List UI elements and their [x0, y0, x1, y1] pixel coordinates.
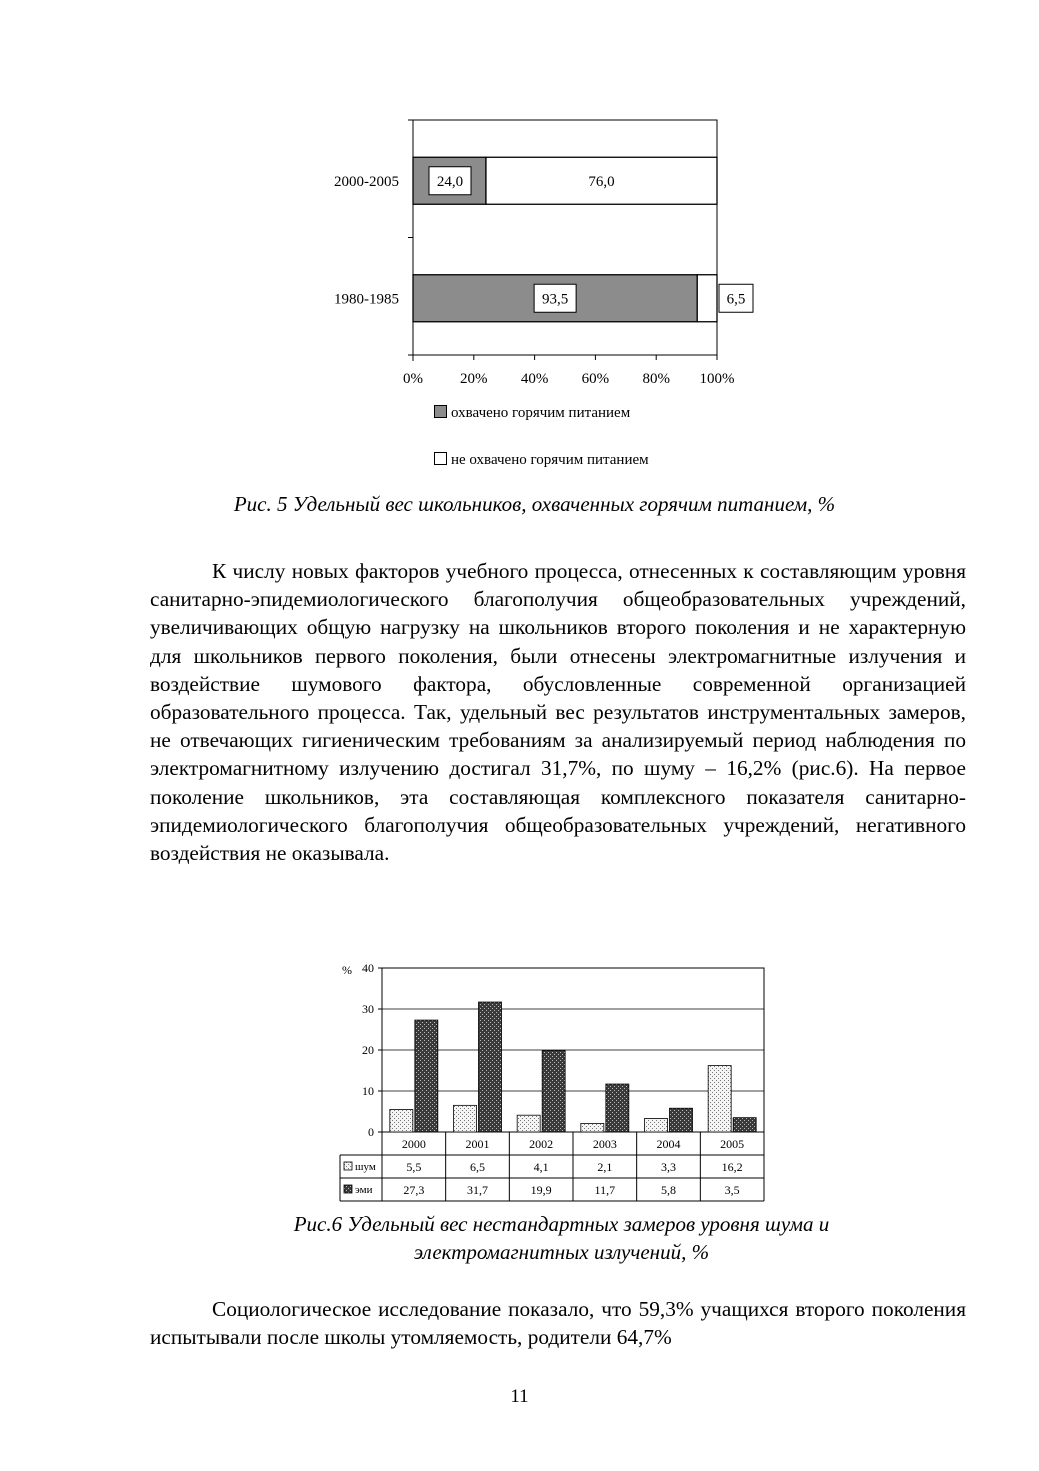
bar-2004-шум: [645, 1118, 668, 1132]
category-label-2000: 2000: [401, 1137, 426, 1151]
x-tick-label-1: 20%: [460, 371, 488, 387]
legend-swatch-эми: [344, 1185, 352, 1193]
table-value-2001-шум: 6,5: [470, 1160, 485, 1174]
table-value-2004-эми: 5,8: [661, 1183, 676, 1197]
bar-2003-шум: [581, 1123, 604, 1132]
legend-label-эми: эми: [355, 1184, 373, 1196]
bar-2000-эми: [415, 1020, 438, 1132]
y-tick-label-2: 20: [362, 1043, 374, 1057]
figure-6-chart: [330, 958, 770, 1208]
table-value-2002-эми: 19,9: [530, 1183, 552, 1197]
bar-2004-эми: [670, 1108, 693, 1132]
page-number: 11: [510, 1386, 529, 1407]
legend-label-not-covered: не охвачено горячим питанием: [451, 452, 649, 468]
figure-6-caption-line-2: электромагнитных излучений, %: [413, 1240, 710, 1264]
category-label-2001: 2001: [465, 1137, 490, 1151]
figure-5-svg: [300, 110, 760, 410]
bar-1980-1985-series-1: [697, 275, 717, 322]
figure-6-caption-line-1: Рис.6 Удельный вес нестандартных замеров уровня шума и: [293, 1212, 830, 1236]
y-tick-label-3: 30: [362, 1002, 374, 1016]
table-value-2003-шум: 2,1: [597, 1160, 613, 1174]
category-label-2002: 2002: [529, 1137, 554, 1151]
bar-2000-шум: [390, 1109, 413, 1132]
table-value-2000-эми: 27,3: [403, 1183, 425, 1197]
x-tick-label-4: 80%: [642, 371, 670, 387]
figure-6-svg: [330, 958, 770, 1208]
figure-5-chart: [300, 110, 760, 480]
data-label-1980-1985-series-1: 6,5: [726, 291, 746, 308]
y-tick-label-4: 40: [362, 961, 374, 975]
bar-2001-шум: [454, 1105, 477, 1132]
body-paragraph-1: [150, 557, 966, 867]
legend-label-covered: охвачено горячим питанием: [451, 405, 631, 421]
category-label-2000-2005: 2000-2005: [334, 173, 399, 190]
table-value-2003-эми: 11,7: [594, 1183, 616, 1197]
x-tick-label-5: 100%: [699, 371, 735, 387]
figure-5-caption: Рис. 5 Удельный вес школьников, охваченных горячим питанием, %: [233, 492, 836, 516]
table-value-2002-шум: 4,1: [533, 1160, 549, 1174]
x-tick-label-0: 0%: [403, 371, 423, 387]
paragraph-2-text: Социологическое исследование показало, что 59,3% учащихся второго поколения испытывали после школы утомляемость, родители 64,7%: [150, 1297, 966, 1350]
x-tick-label-2: 40%: [520, 371, 549, 387]
legend-swatch-шум: [344, 1162, 352, 1170]
bar-2005-эми: [733, 1118, 756, 1132]
category-label-2004: 2004: [656, 1137, 681, 1151]
legend-swatch-not-covered: [434, 452, 447, 465]
bar-2002-шум: [517, 1115, 540, 1132]
table-value-2001-эми: 31,7: [467, 1183, 488, 1197]
legend-item-covered: [434, 404, 630, 422]
bar-2001-эми: [479, 1002, 502, 1132]
body-paragraph-2: [150, 1295, 966, 1351]
legend-swatch-covered: [434, 405, 447, 418]
legend-label-шум: шум: [355, 1161, 376, 1173]
y-tick-label-0: 0: [368, 1125, 374, 1139]
category-label-2003: 2003: [592, 1137, 617, 1151]
paragraph-1-text: К числу новых факторов учебного процесса, отнесенных к составляющим уровня санитарно-эпидемиологического благополучия общеобразовательных учреждений, увеличивающих общую нагрузку на школьников второго поколения и не характерную для школьников первого поколения, были отнесены электромагнитные излучения и воздействие шумового фактора, обусловленные современной организацией образовательного процесса. Так, удельный вес результатов инструментальных замеров, не отвечающих гигиеническим требованиям за анализируемый период наблюдения по электромагнитному излучению достигал 31,7%, по шуму – 16,2% (рис.6). На первое поколение школьников, эта составляющая комплексного показателя санитарно-эпидемиологического благополучия общеобразовательных учреждений, негативного воздействия не оказывала.: [150, 559, 966, 866]
bar-2003-эми: [606, 1084, 629, 1132]
legend-item-not-covered: [434, 451, 649, 469]
x-tick-label-3: 60%: [581, 371, 610, 387]
y-tick-label-1: 10: [362, 1084, 374, 1098]
y-axis-unit: %: [342, 963, 352, 977]
category-label-2005: 2005: [720, 1137, 745, 1151]
table-value-2004-шум: 3,3: [661, 1160, 676, 1174]
data-label-1980-1985-series-0: 93,5: [541, 291, 569, 308]
table-value-2005-шум: 16,2: [721, 1160, 743, 1174]
table-value-2000-шум: 5,5: [406, 1160, 422, 1174]
table-value-2005-эми: 3,5: [724, 1183, 740, 1197]
data-label-2000-2005-series-0: 24,0: [436, 173, 464, 190]
data-label-2000-2005-series-1: 76,0: [588, 173, 615, 190]
bar-2005-шум: [708, 1066, 731, 1132]
category-label-1980-1985: 1980-1985: [334, 291, 399, 308]
bar-2002-эми: [542, 1050, 565, 1132]
